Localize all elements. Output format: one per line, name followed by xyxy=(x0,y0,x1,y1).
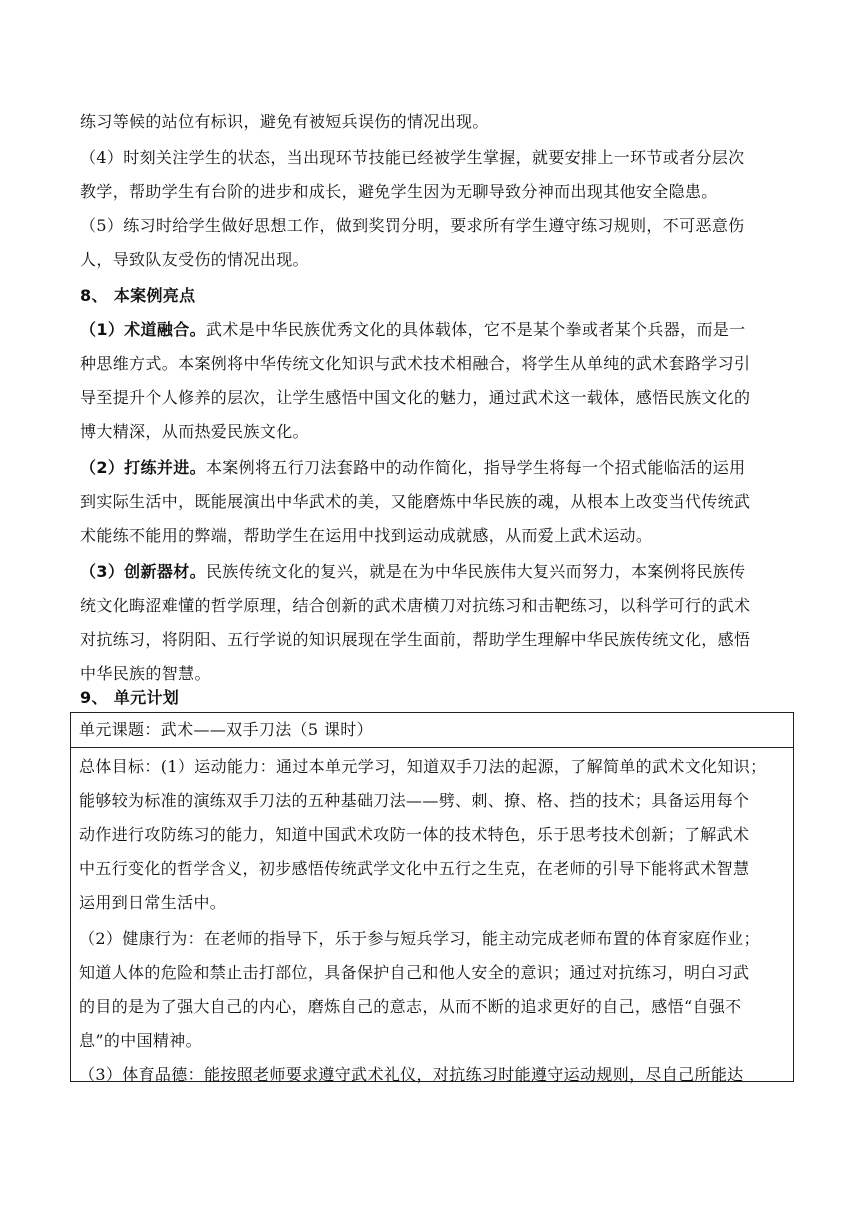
table-row xyxy=(71,713,793,748)
goal-line: 息”的中国精神。 xyxy=(79,1031,202,1050)
paragraph-line xyxy=(80,458,795,478)
unit-topic: 单元课题：武术——双手刀法（5 课时） xyxy=(79,720,373,739)
paragraph-line xyxy=(80,562,795,582)
paragraph-lead: （2）打练并进。 xyxy=(80,458,206,477)
goal-line: 总体目标：(1）运动能力：通过本单元学习，知道双手刀法的起源，了解简单的武术文化知识； xyxy=(79,757,767,776)
paragraph-line: 博大精深，从而热爱民族文化。 xyxy=(80,422,309,441)
section-heading-8: 8、 本案例亮点 xyxy=(80,286,196,305)
goal-line: 能够较为标准的演练双手刀法的五种基础刀法——劈、刺、撩、格、挡的技术；具备运用每个 xyxy=(79,791,750,810)
goal-line: 运用到日常生活中。 xyxy=(79,893,227,912)
goal-line: 知道人体的危险和禁止击打部位，具备保护自己和他人安全的意识；通过对抗练习，明白习武 xyxy=(79,963,750,982)
paragraph-line: 中华民族的智慧。 xyxy=(80,664,211,683)
paragraph-lead: （1）术道融合。 xyxy=(80,320,206,339)
paragraph-line: 到实际生活中，既能展演出中华武术的美，又能磨炼中华民族的魂，从根本上改变当代传统武 xyxy=(80,492,751,511)
paragraph-text: 民族传统文化的复兴，就是在为中华民族伟大复兴而努力，本案例将民族传 xyxy=(205,562,746,581)
body-line: 练习等候的站位有标识，避免有被短兵误伤的情况出现。 xyxy=(80,112,489,131)
paragraph-line: 种思维方式。本案例将中华传统文化知识与武术技术相融合，将学生从单纯的武术套路学习引 xyxy=(80,354,751,373)
paragraph-lead: （3）创新器材。 xyxy=(80,562,206,581)
paragraph-text: 本案例将五行刀法套路中的动作简化，指导学生将每一个招式能临活的运用 xyxy=(205,458,746,477)
body-line: 人，导致队友受伤的情况出现。 xyxy=(80,250,309,269)
goal-line: （2）健康行为：在老师的指导下，乐于参与短兵学习，能主动完成老师布置的体育家庭作业； xyxy=(79,929,760,948)
body-line: （5）练习时给学生做好思想工作，做到奖罚分明，要求所有学生遵守练习规则，不可恶意伤 xyxy=(80,216,745,235)
goal-line: （3）体育品德：能按照老师要求遵守武术礼仪，对抗练习时能遵守运动规则，尽自己所能达 xyxy=(79,1065,744,1084)
body-line: 教学，帮助学生有台阶的进步和成长，避免学生因为无聊导致分神而出现其他安全隐患。 xyxy=(80,182,718,201)
body-line: （4）时刻关注学生的状态，当出现环节技能已经被学生掌握，就要安排上一环节或者分层次 xyxy=(80,148,745,167)
section-heading-9: 9、 单元计划 xyxy=(80,688,180,707)
goal-line: 的目的是为了强大自己的内心，磨炼自己的意志，从而不断的追求更好的自己，感悟“自强不 xyxy=(79,997,742,1016)
unit-plan-table xyxy=(70,712,794,1082)
goal-line: 中五行变化的哲学含义，初步感悟传统武学文化中五行之生克，在老师的引导下能将武术智慧 xyxy=(79,859,750,878)
paragraph-text: 武术是中华民族优秀文化的具体载体，它不是某个拳或者某个兵器，而是一 xyxy=(205,320,746,339)
paragraph-line: 导至提升个人修养的层次，让学生感悟中国文化的魅力，通过武术这一载体，感悟民族文化的 xyxy=(80,388,751,407)
goal-line: 动作进行攻防练习的能力，知道中国武术攻防一体的技术特色，乐于思考技术创新；了解武术 xyxy=(79,825,750,844)
paragraph-line xyxy=(80,320,795,340)
paragraph-line: 对抗练习，将阴阳、五行学说的知识展现在学生面前，帮助学生理解中华民族传统文化，感悟 xyxy=(80,630,751,649)
paragraph-line: 术能练不能用的弊端，帮助学生在运用中找到运动成就感，从而爱上武术运动。 xyxy=(80,526,653,545)
paragraph-line: 统文化晦涩难懂的哲学原理，结合创新的武术唐横刀对抗练习和击靶练习，以科学可行的武术 xyxy=(80,596,751,615)
